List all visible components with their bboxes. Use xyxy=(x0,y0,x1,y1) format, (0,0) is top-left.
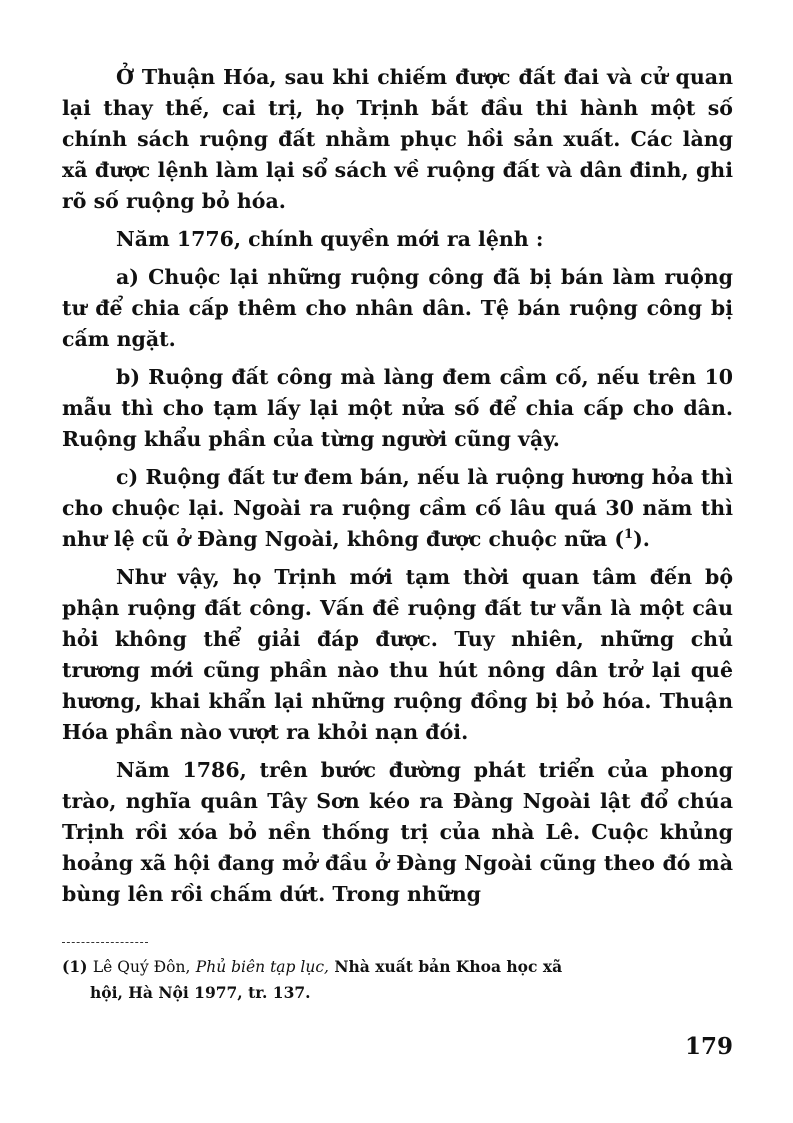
footnote-reference: 1 xyxy=(624,527,634,543)
paragraph-6: Như vậy, họ Trịnh mới tạm thời quan tâm đến bộ phận ruộng đất công. Vấn đề ruộng đất tư vẫn là một câu hỏi không thể giải đáp được. Tuy nhiên, những chủ trương mới cũng phần nào thu hút nông dân trở lại quê hương, khai khẩn lại những ruộng đồng bị bỏ hóa. Thuận Hóa phần nào vượt ra khỏi nạn đói. xyxy=(62,565,733,744)
footnote-marker: (1) xyxy=(62,957,88,976)
footnote-publisher-line1: Nhà xuất bản Khoa học xã xyxy=(334,957,563,976)
page-number: 179 xyxy=(684,1033,733,1060)
footnote-divider xyxy=(62,942,148,943)
page-body xyxy=(62,62,733,917)
paragraph-2: Năm 1776, chính quyền mới ra lệnh : xyxy=(116,227,544,251)
paragraph-1: Ở Thuận Hóa, sau khi chiếm được đất đai và cử quan lại thay thế, cai trị, họ Trịnh bắt đầu thi hành một số chính sách ruộng đất nhằm phục hồi sản xuất. Các làng xã được lệnh làm lại sổ sách về ruộng đất và dân đinh, ghi rõ số ruộng bỏ hóa. xyxy=(62,65,733,213)
footnote-title: Phủ biên tạp lục, xyxy=(195,958,329,976)
paragraph-item-b: b) Ruộng đất công mà làng đem cầm cố, nếu trên 10 mẫu thì cho tạm lấy lại một nửa số để chia cấp cho dân. Ruộng khẩu phần của từng người cũng vậy. xyxy=(62,365,733,451)
footnote-publisher-line2: hội, Hà Nội 1977, tr. 137. xyxy=(90,983,311,1002)
paragraph-item-c-text: c) Ruộng đất tư đem bán, nếu là ruộng hương hỏa thì cho chuộc lại. Ngoài ra ruộng cầm cố lâu quá 30 năm thì như lệ cũ ở Đàng Ngoài, không được chuộc nữa ( xyxy=(62,465,733,551)
footnote xyxy=(62,954,733,1006)
footnote-author: Lê Quý Đôn, xyxy=(92,958,191,976)
paragraph-7: Năm 1786, trên bước đường phát triển của phong trào, nghĩa quân Tây Sơn kéo ra Đàng Ngoài lật đổ chúa Trịnh rồi xóa bỏ nền thống trị của nhà Lê. Cuộc khủng hoảng xã hội đang mở đầu ở Đàng Ngoài cũng theo đó mà bùng lên rồi chấm dứt. Trong những xyxy=(62,758,733,906)
paragraph-item-c-end: ). xyxy=(633,527,650,551)
paragraph-item-c xyxy=(62,462,733,555)
paragraph-item-a: a) Chuộc lại những ruộng công đã bị bán làm ruộng tư để chia cấp thêm cho nhân dân. Tệ bán ruộng công bị cấm ngặt. xyxy=(62,265,733,351)
